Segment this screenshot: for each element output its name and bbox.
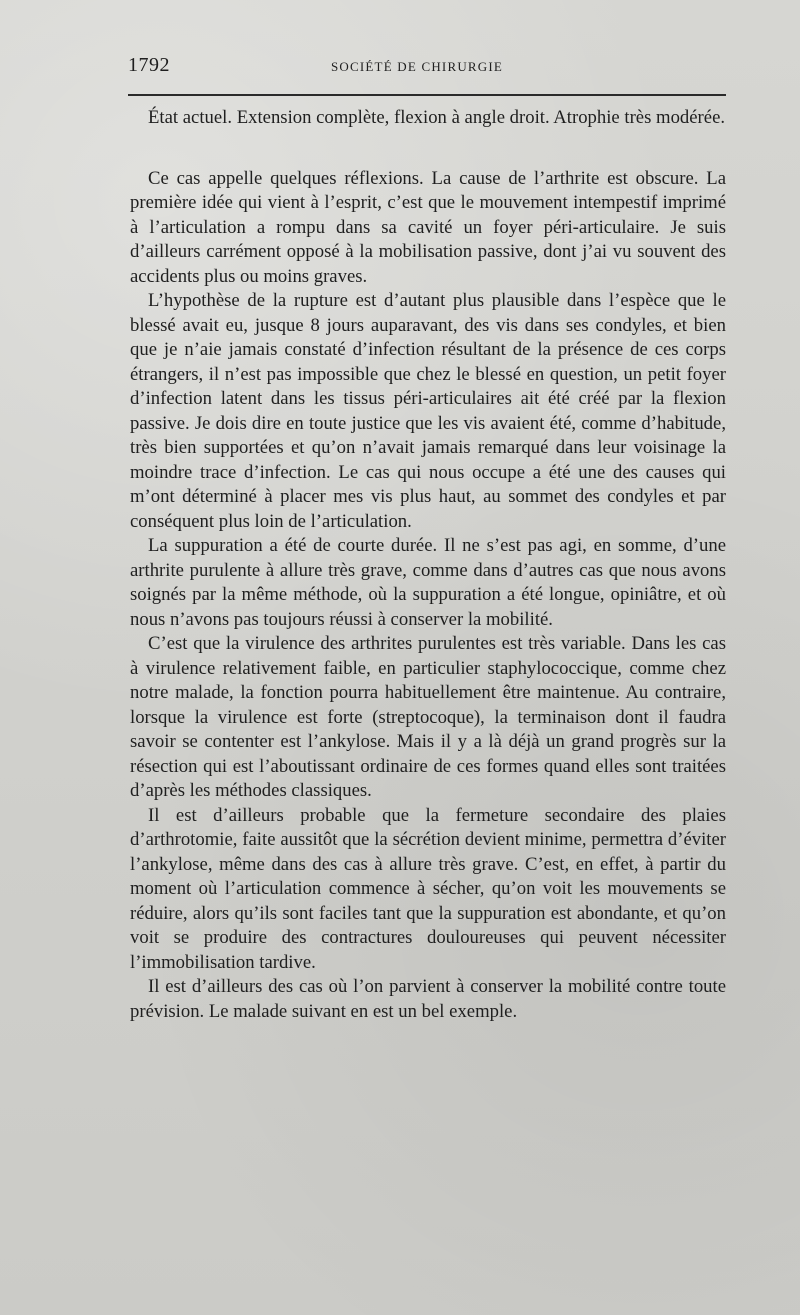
- paragraph-suppuration: La suppuration a été de courte durée. Il ne s’est pas agi, en somme, d’une arthrite purulente à allure très grave, comme dans d’autres cas que nous avons soignés par la même méthode, où la suppuration a été longue, opiniâtre, et où nous n’avons pas toujours réussi à conserver la mobilité.: [130, 535, 726, 630]
- header-rule: [128, 94, 726, 96]
- paragraph-state: État actuel. Extension complète, flexion à angle droit. Atrophie très modérée.: [148, 107, 726, 128]
- body-text: [130, 106, 726, 1024]
- paragraph-reflections: Ce cas appelle quelques réflexions. La cause de l’arthrite est obscure. La première idée qui vient à l’esprit, c’est que le mouvement intempestif imprimé à l’articulation a rompu dans sa cavité un foyer péri-articulaire. Je suis d’ailleurs carrément opposé à la mobilisation passive, dont j’ai vu souvent des accidents plus ou moins graves.: [130, 167, 726, 287]
- paragraph-secondary-closure: Il est d’ailleurs probable que la fermeture secondaire des plaies d’arthrotomie, faite aussitôt que la sécrétion devient minime, permettra d’éviter l’ankylose, même dans des cas à allure très grave. C’est, en effet, à partir du moment où l’articulation commence à sécher, qu’on voit les mouvements se réduire, alors qu’ils sont faciles tant que la suppuration est abondante, et qu’on voit se produire des contractures douloureuses qui peuvent nécessiter l’immobilisation tardive.: [130, 804, 726, 973]
- running-head: SOCIÉTÉ DE CHIRURGIE: [331, 59, 504, 74]
- paragraph-example: Il est d’ailleurs des cas où l’on parvient à conserver la mobilité contre toute prévision. Le malade suivant en est un bel exemple.: [130, 976, 726, 1022]
- page-header: [128, 54, 726, 78]
- page-number: 1792: [128, 54, 170, 76]
- paragraph-hypothesis: L’hypothèse de la rupture est d’autant plus plausible dans l’espèce que le blessé avait eu, jusque 8 jours auparavant, des vis dans ses condyles, et bien que je n’aie jamais constaté d’infection résultant de la présence de ces corps étrangers, il n’est pas impossible que chez le blessé en question, un petit foyer d’infection latent dans les tissus péri-articulaires ait été créé par la flexion passive. Je dois dire en toute justice que les vis avaient été, comme d’habitude, très bien supportées et qu’on n’avait jamais remarqué dans leur voisinage la moindre trace d’infection. Le cas qui nous occupe a été une des causes qui m’ont déterminé à placer mes vis plus haut, au sommet des condyles et par conséquent plus loin de l’articulation.: [130, 290, 726, 532]
- paragraph-gap: [130, 155, 726, 167]
- paragraph-virulence: C’est que la virulence des arthrites purulentes est très variable. Dans les cas à virulence relativement faible, en particulier staphylococcique, comme chez notre malade, la fonction pourra habituellement être maintenue. Au contraire, lorsque la virulence est forte (streptocoque), la terminaison dont il faudra savoir se contenter est l’ankylose. Mais il y a là déjà un grand progrès sur la résection qui est l’aboutissant ordinaire de ces formes quand elles sont traitées d’après les méthodes classiques.: [130, 633, 726, 801]
